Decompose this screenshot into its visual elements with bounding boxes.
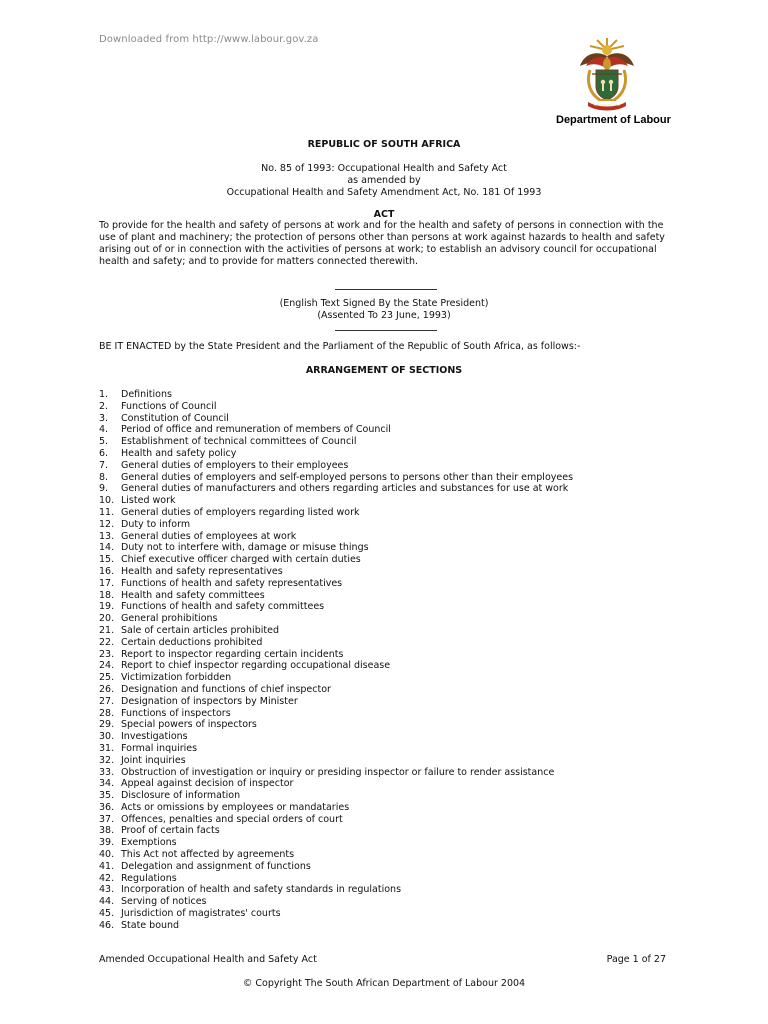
section-title: Health and safety committees (121, 589, 265, 601)
section-list-item (99, 884, 573, 896)
section-title: Chief executive officer charged with certain duties (121, 554, 361, 566)
section-list-item (99, 825, 573, 837)
section-number: 21. (99, 624, 115, 636)
section-list-item (99, 672, 573, 684)
section-number: 15. (99, 554, 115, 566)
section-list-item (99, 613, 573, 625)
assented-date: (Assented To 23 June, 1993) (317, 310, 451, 321)
section-title: Duty not to interfere with, damage or misuse things (121, 542, 369, 554)
section-number: 2. (99, 400, 109, 412)
amended-by-line: as amended by (347, 175, 421, 186)
section-number: 7. (99, 459, 109, 471)
section-list-item (99, 637, 573, 649)
section-number: 44. (99, 896, 115, 908)
section-number: 14. (99, 542, 115, 554)
section-number: 29. (99, 719, 115, 731)
section-number: 26. (99, 683, 115, 695)
section-title: Establishment of technical committees of Council (121, 436, 357, 448)
section-title: General duties of employers regarding listed work (121, 506, 360, 518)
section-title: General duties of manufacturers and others regarding articles and substances for use at work (121, 483, 569, 495)
section-list-item (99, 424, 573, 436)
section-title: Jurisdiction of magistrates' courts (121, 908, 281, 920)
section-title: Delegation and assignment of functions (121, 860, 311, 872)
section-list-item (99, 625, 573, 637)
section-number: 24. (99, 660, 115, 672)
sections-list (99, 389, 573, 932)
section-title: Duty to inform (121, 518, 191, 530)
section-number: 19. (99, 601, 115, 613)
section-title: Special powers of inspectors (121, 719, 257, 731)
section-title: Serving of notices (121, 896, 207, 908)
section-list-item (99, 389, 573, 401)
section-list-item (99, 495, 573, 507)
section-title: Designation of inspectors by Minister (121, 695, 298, 707)
section-list-item (99, 566, 573, 578)
section-title: Regulations (121, 872, 177, 884)
section-list-item (99, 708, 573, 720)
section-title: Formal inquiries (121, 742, 198, 754)
section-list-item (99, 542, 573, 554)
section-list-item (99, 896, 573, 908)
section-title: Designation and functions of chief inspector (121, 683, 331, 695)
section-number: 41. (99, 860, 115, 872)
section-list-item (99, 601, 573, 613)
section-list-item (99, 483, 573, 495)
section-number: 25. (99, 672, 115, 684)
act-title: No. 85 of 1993: Occupational Health and Safety Act (261, 163, 507, 174)
section-list-item (99, 920, 573, 932)
section-title: Report to inspector regarding certain incidents (121, 648, 344, 660)
section-title: Functions of inspectors (121, 707, 231, 719)
section-list-item (99, 472, 573, 484)
page-number: Page 1 of 27 (606, 954, 666, 965)
section-title: General duties of employers and self-employed persons to persons other than their employees (121, 471, 574, 483)
section-number: 9. (99, 483, 109, 495)
section-list-item (99, 802, 573, 814)
section-number: 23. (99, 648, 115, 660)
section-title: Offences, penalties and special orders of court (121, 813, 343, 825)
section-number: 17. (99, 577, 115, 589)
section-number: 46. (99, 919, 115, 931)
department-name: Department of Labour (556, 114, 671, 126)
section-title: Certain deductions prohibited (121, 636, 263, 648)
section-title: Joint inquiries (121, 754, 186, 766)
section-list-item (99, 861, 573, 873)
section-title: Constitution of Council (121, 412, 229, 424)
section-number: 3. (99, 412, 109, 424)
section-title: Sale of certain articles prohibited (121, 624, 279, 636)
section-title: General prohibitions (121, 613, 218, 625)
copyright-notice: © Copyright The South African Department of Labour 2004 (242, 978, 526, 989)
section-list-item (99, 436, 573, 448)
section-number: 37. (99, 813, 115, 825)
section-title: Investigations (121, 731, 188, 743)
section-title: Report to chief inspector regarding occupational disease (121, 660, 391, 672)
section-number: 22. (99, 636, 115, 648)
section-number: 1. (99, 389, 109, 400)
section-number: 6. (99, 447, 109, 459)
section-title: Health and safety policy (121, 447, 237, 459)
section-title: Disclosure of information (121, 790, 241, 802)
section-list-item (99, 684, 573, 696)
section-number: 33. (99, 766, 115, 778)
section-title: State bound (121, 919, 180, 931)
section-list-item (99, 908, 573, 920)
section-number: 38. (99, 825, 115, 837)
section-number: 28. (99, 707, 115, 719)
section-list-item (99, 448, 573, 460)
divider-top (335, 289, 437, 290)
section-list-item (99, 660, 573, 672)
arrangement-heading: ARRANGEMENT OF SECTIONS (305, 365, 463, 376)
section-list-item (99, 873, 573, 885)
section-title: Exemptions (121, 837, 177, 849)
enacting-clause: BE IT ENACTED by the State President and the Parliament of the Republic of South Africa, as follows:- (99, 341, 581, 352)
section-title: Proof of certain facts (121, 825, 220, 837)
divider-bottom (335, 330, 437, 331)
section-list-item (99, 778, 573, 790)
section-number: 45. (99, 908, 115, 920)
section-list-item (99, 849, 573, 861)
section-list-item (99, 413, 573, 425)
section-list-item (99, 743, 573, 755)
amendment-act-title: Occupational Health and Safety Amendment Act, No. 181 Of 1993 (226, 187, 542, 198)
source-url: Downloaded from http://www.labour.gov.za (99, 34, 319, 45)
section-number: 11. (99, 506, 115, 518)
section-list-item (99, 755, 573, 767)
section-title: Listed work (121, 495, 176, 507)
section-list-item (99, 837, 573, 849)
section-list-item (99, 731, 573, 743)
coat-of-arms-icon (576, 36, 638, 112)
section-number: 10. (99, 495, 115, 507)
section-list-item (99, 531, 573, 543)
section-list-item (99, 590, 573, 602)
section-number: 39. (99, 837, 115, 849)
section-title: Functions of health and safety committees (121, 601, 325, 613)
section-number: 32. (99, 754, 115, 766)
section-title: General duties of employers to their employees (121, 459, 349, 471)
section-number: 40. (99, 849, 115, 861)
section-list-item (99, 401, 573, 413)
section-title: Obstruction of investigation or inquiry or presiding inspector or failure to render assistance (121, 766, 555, 778)
section-list-item (99, 649, 573, 661)
section-list-item (99, 507, 573, 519)
section-list-item (99, 578, 573, 590)
section-number: 8. (99, 471, 109, 483)
section-number: 20. (99, 613, 115, 625)
section-number: 12. (99, 518, 115, 530)
country-heading: REPUBLIC OF SOUTH AFRICA (307, 139, 461, 150)
section-title: Functions of health and safety representatives (121, 577, 343, 589)
section-list-item (99, 460, 573, 472)
section-list-item (99, 790, 573, 802)
section-title: Health and safety representatives (121, 565, 283, 577)
section-title: This Act not affected by agreements (121, 849, 295, 861)
long-title-paragraph: To provide for the health and safety of persons at work and for the health and safety of persons in connection with the use of plant and machinery; the protection of persons other than persons at work against hazards to health and safety arising out of or in connection with the activities of persons at work; to establish an advisory council for occupational health and safety; and to provide for matters connected therewith. (99, 220, 665, 267)
section-list-item (99, 767, 573, 779)
section-number: 5. (99, 436, 109, 448)
section-list-item (99, 814, 573, 826)
section-number: 31. (99, 742, 115, 754)
section-number: 16. (99, 565, 115, 577)
section-list-item (99, 719, 573, 731)
signed-text-note: (English Text Signed By the State President) (279, 298, 489, 309)
section-number: 27. (99, 695, 115, 707)
section-number: 36. (99, 801, 115, 813)
section-list-item (99, 519, 573, 531)
section-number: 18. (99, 589, 115, 601)
section-number: 30. (99, 731, 115, 743)
section-number: 35. (99, 790, 115, 802)
section-number: 42. (99, 872, 115, 884)
section-list-item (99, 696, 573, 708)
section-title: Definitions (121, 389, 172, 400)
act-heading: ACT (373, 209, 395, 220)
footer-document-name: Amended Occupational Health and Safety Act (99, 954, 317, 965)
section-number: 43. (99, 884, 115, 896)
section-title: Appeal against decision of inspector (121, 778, 294, 790)
section-title: Incorporation of health and safety standards in regulations (121, 884, 402, 896)
section-title: Period of office and remuneration of members of Council (121, 424, 391, 436)
section-number: 4. (99, 424, 109, 436)
section-title: Victimization forbidden (121, 672, 232, 684)
section-title: Functions of Council (121, 400, 217, 412)
section-list-item (99, 554, 573, 566)
section-number: 34. (99, 778, 115, 790)
section-number: 13. (99, 530, 115, 542)
section-title: Acts or omissions by employees or mandataries (121, 801, 350, 813)
section-title: General duties of employees at work (121, 530, 297, 542)
